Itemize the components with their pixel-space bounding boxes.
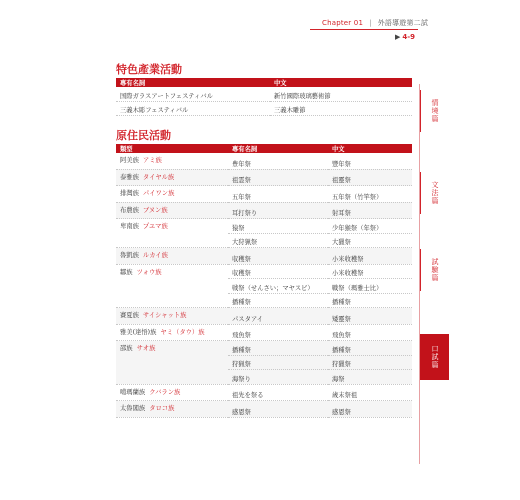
table-row — [116, 87, 412, 101]
term-cell: 飛魚祭 — [228, 324, 328, 341]
table-row — [116, 324, 412, 341]
zh-cell: 感恩祭 — [328, 401, 412, 418]
tribe-kana: パイワン族 — [142, 190, 175, 197]
zh-cell: 狩獵祭 — [328, 355, 412, 370]
zh-cell: 大獵祭 — [328, 233, 412, 248]
term-cell: 大狩猟祭 — [228, 233, 328, 248]
side-tab-grammar[interactable] — [420, 172, 449, 214]
tribe-kana: ヤミ（タウ）族 — [160, 328, 205, 336]
table-row — [116, 384, 412, 401]
tribe-kana: アミ族 — [142, 157, 162, 164]
side-tab-label: 文法篇 — [431, 181, 439, 205]
table-row — [116, 219, 412, 234]
table-row — [116, 202, 412, 219]
side-tab-label: 試驗篇 — [431, 258, 439, 282]
term-cell: 祖先を祭る — [228, 384, 328, 401]
table-row — [116, 186, 412, 203]
column-header-term: 專有名詞 — [116, 78, 270, 87]
term-cell: 祖霊祭 — [228, 169, 328, 186]
column-header-zh: 中文 — [328, 144, 412, 153]
tribe-kana: プユマ族 — [142, 223, 168, 230]
tribe-name: 排灣族 — [120, 190, 139, 197]
term-cell: 播種祭 — [228, 341, 328, 356]
zh-cell: 少年猴祭（年祭） — [328, 219, 412, 234]
tribe-name: 賽夏族 — [120, 312, 139, 319]
section-title-industry: 特色產業活動 — [116, 63, 182, 76]
tribe-kana: ルカイ族 — [142, 252, 168, 259]
tribe-cell — [116, 384, 228, 401]
term-cell: 五年祭 — [228, 186, 328, 203]
table-row — [116, 248, 412, 265]
tribe-cell — [116, 264, 228, 308]
zh-cell: 小米收穫祭 — [328, 264, 412, 279]
chapter-label: Chapter 01 — [322, 19, 364, 27]
column-header-zh: 中文 — [270, 78, 412, 87]
header-subtitle: 外語導遊第二試 — [377, 19, 429, 27]
term-cell: 収穫祭 — [228, 264, 328, 279]
term-cell: 豊年祭 — [228, 153, 328, 169]
term-cell: 戦祭（せんさい；マヤスビ） — [228, 279, 328, 294]
zh-cell: 五年祭（竹竿祭） — [328, 186, 412, 203]
tribe-cell — [116, 308, 228, 325]
zh-cell: 戰祭（瑪雅士比） — [328, 279, 412, 294]
tribe-name: 魯凱族 — [120, 252, 139, 259]
table-row — [116, 264, 412, 279]
tribe-cell — [116, 202, 228, 219]
industry-table — [116, 78, 412, 116]
term-cell: パスタアイ — [228, 308, 328, 325]
zh-cell: 歲末祭祖 — [328, 384, 412, 401]
header-divider: | — [369, 19, 372, 27]
table-row — [116, 101, 412, 116]
side-tab-situation[interactable] — [420, 90, 449, 132]
term-cell: 耳打祭り — [228, 202, 328, 219]
term-cell: 播種祭 — [228, 293, 328, 308]
table-row — [116, 169, 412, 186]
tribe-kana: サイシャット族 — [142, 312, 187, 319]
term-cell: 狩猟祭 — [228, 355, 328, 370]
term-cell: 国際ガラスアートフェスティバル — [116, 87, 270, 101]
zh-cell: 播種祭 — [328, 293, 412, 308]
term-cell: 感恩祭 — [228, 401, 328, 418]
tribe-name: 阿美族 — [120, 157, 139, 164]
indigenous-table — [116, 144, 412, 418]
tribe-kana: クバラン族 — [149, 388, 181, 396]
tribe-kana: タイヤル族 — [142, 173, 175, 181]
zh-cell: 新竹國際玻璃藝術節 — [270, 87, 412, 101]
zh-cell: 海祭 — [328, 370, 412, 385]
tribe-name: 卑南族 — [120, 223, 139, 230]
term-cell: 収穫祭 — [228, 248, 328, 265]
zh-cell: 祖靈祭 — [328, 169, 412, 186]
side-tab-label: 情境篇 — [431, 99, 439, 123]
tribe-name: 噶瑪蘭族 — [120, 388, 146, 396]
term-cell: 三義木彫フェスティバル — [116, 101, 270, 116]
zh-cell: 播種祭 — [328, 341, 412, 356]
tribe-name: 太魯閣族 — [120, 405, 146, 412]
running-header — [322, 18, 428, 28]
table-row — [116, 401, 412, 418]
page-number — [395, 33, 415, 41]
side-tab-exam[interactable] — [420, 249, 449, 291]
side-tab-oral[interactable] — [420, 334, 449, 380]
column-header-type: 類型 — [116, 144, 228, 153]
tribe-cell — [116, 324, 228, 341]
term-cell: 猿祭 — [228, 219, 328, 234]
tribe-kana: サオ族 — [136, 345, 156, 352]
tribe-cell — [116, 401, 228, 418]
tribe-name: 布農族 — [120, 206, 139, 214]
tribe-name: 邵族 — [120, 345, 133, 352]
term-cell: 海祭り — [228, 370, 328, 385]
arrow-icon: ▶ — [395, 33, 401, 41]
zh-cell: 三義木雕節 — [270, 101, 412, 116]
tribe-cell — [116, 169, 228, 186]
tribe-kana: タロコ族 — [149, 405, 175, 412]
zh-cell: 小米收穫祭 — [328, 248, 412, 265]
tribe-name: 雅美(達悟)族 — [120, 328, 157, 336]
tribe-cell — [116, 341, 228, 385]
side-tab-label: 口試篇 — [431, 345, 439, 369]
tribe-kana: ツォウ族 — [136, 268, 162, 276]
tribe-name: 鄒族 — [120, 268, 133, 276]
tribe-cell — [116, 248, 228, 265]
column-header-term: 專有名詞 — [228, 144, 328, 153]
section-title-indigenous: 原住民活動 — [116, 129, 171, 142]
zh-cell: 射耳祭 — [328, 202, 412, 219]
table-row — [116, 153, 412, 169]
table-row — [116, 341, 412, 356]
zh-cell: 飛魚祭 — [328, 324, 412, 341]
page-number-text: 4-9 — [402, 33, 416, 41]
zh-cell: 矮靈祭 — [328, 308, 412, 325]
zh-cell: 豐年祭 — [328, 153, 412, 169]
tribe-cell — [116, 219, 228, 248]
header-rule — [310, 29, 418, 30]
tribe-cell — [116, 186, 228, 203]
tribe-kana: ブヌン族 — [142, 206, 168, 214]
tribe-cell — [116, 153, 228, 169]
table-row — [116, 308, 412, 325]
tribe-name: 泰雅族 — [120, 173, 139, 181]
